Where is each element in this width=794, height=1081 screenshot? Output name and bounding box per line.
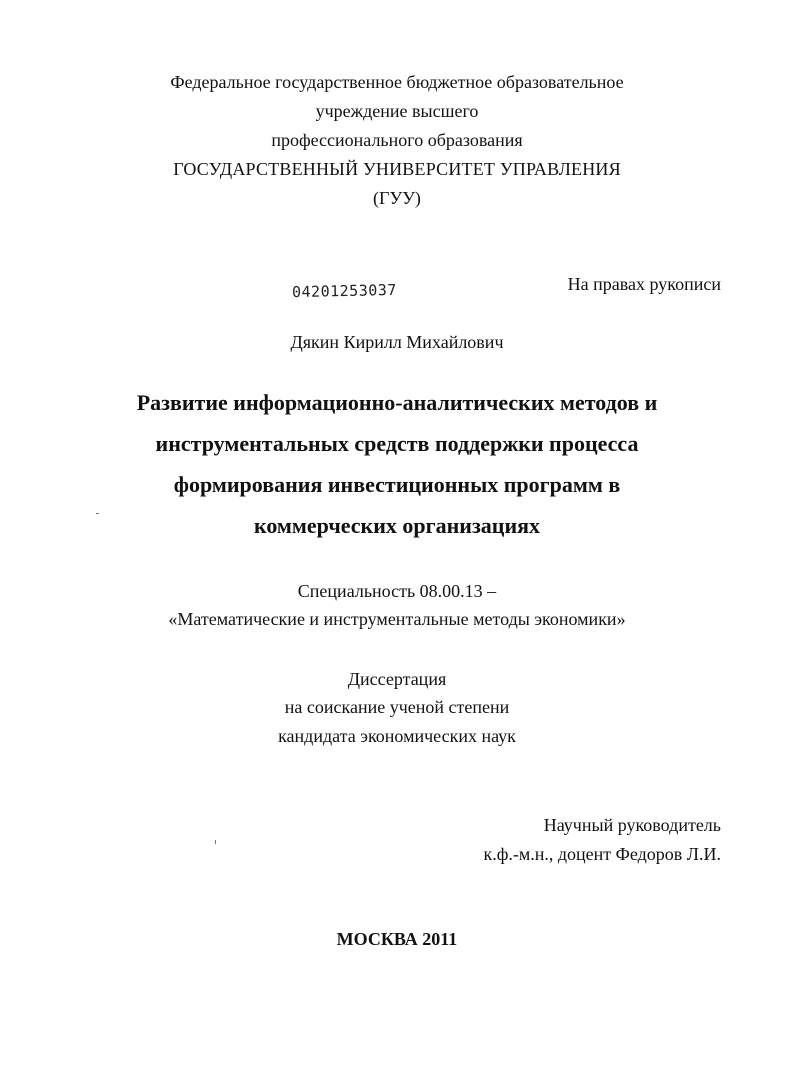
specialty-name: «Математические и инструментальные методы экономики» [168,609,626,629]
degree-line-1: на соискание ученой степени [284,697,510,717]
author-name: Дякин Кирилл Михайлович [290,332,504,352]
scan-speck [96,513,99,514]
specialty-code: Специальность 08.00.13 – [297,581,497,601]
scan-speck [215,840,216,844]
institution-line-2: учреждение высшего [315,101,479,121]
university-abbreviation: (ГУУ) [373,188,421,208]
institution-line-1: Федеральное государственное бюджетное образовательное [170,72,624,92]
rights-note: На правах рукописи [567,274,721,294]
dissertation-label: Диссертация [347,669,447,689]
institution-line-3: профессионального образования [271,130,523,150]
degree-line-2: кандидата экономических наук [278,726,516,746]
supervisor-label: Научный руководитель [543,815,721,835]
title-line-1: Развитие информационно-аналитических методов и [136,390,658,415]
title-line-3: формирования инвестиционных программ в [173,472,621,497]
university-name: ГОСУДАРСТВЕННЫЙ УНИВЕРСИТЕТ УПРАВЛЕНИЯ [173,159,621,179]
city-year: МОСКВА 2011 [336,929,458,949]
registration-stamp-number: 04201253037 [291,280,398,302]
title-line-4: коммерческих организациях [253,513,541,538]
supervisor-name: к.ф.-м.н., доцент Федоров Л.И. [483,844,721,864]
title-line-2: инструментальных средств поддержки процесса [155,431,639,456]
